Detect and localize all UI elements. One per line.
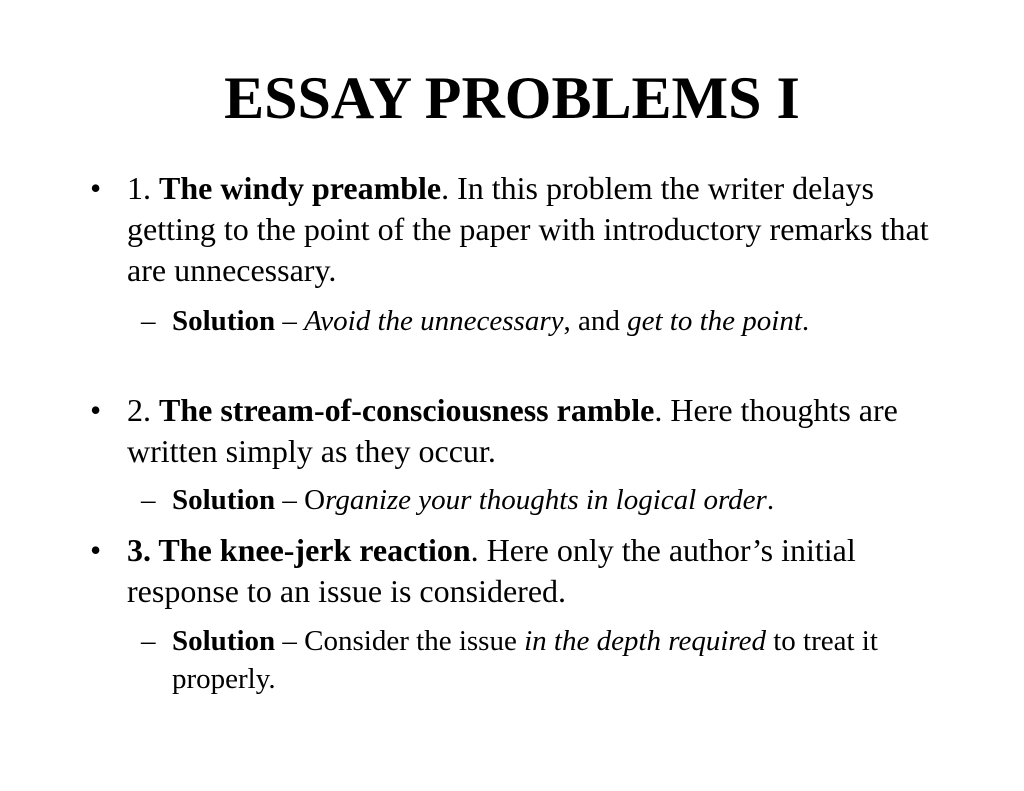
solution-emphasis: rganize your thoughts in logical order xyxy=(325,484,767,516)
solution-label: Solution xyxy=(172,484,276,516)
solution-text: – Consider the issue xyxy=(275,625,525,657)
item-heading: The windy preamble xyxy=(159,170,442,206)
item-number: 1. xyxy=(127,170,159,206)
solution-item-3 xyxy=(141,623,952,698)
bullet-marker: • xyxy=(90,532,102,568)
dash-marker: – xyxy=(141,305,156,337)
item-body: . In this problem the writer delays getting to the point of the paper with introductory remarks that are unnecessary. xyxy=(127,170,929,288)
solution-text: , and xyxy=(563,305,628,337)
item-heading: 3. The knee-jerk reaction xyxy=(127,532,471,568)
dash-marker: – xyxy=(141,625,156,657)
solution-text: . xyxy=(766,484,775,516)
slide-title: ESSAY PROBLEMS I xyxy=(224,65,800,131)
solution-text: . xyxy=(801,305,810,337)
bullet-item-2 xyxy=(90,390,947,472)
solution-emphasis: get to the point xyxy=(627,305,802,337)
bullet-item-1 xyxy=(90,168,947,291)
bullet-marker: • xyxy=(90,392,102,428)
solution-item-2 xyxy=(141,482,952,520)
solution-item-1 xyxy=(141,303,952,341)
solution-label: Solution xyxy=(172,625,276,657)
item-heading: The stream-of-consciousness ramble xyxy=(159,392,655,428)
solution-text: – O xyxy=(275,484,326,516)
solution-label: Solution xyxy=(172,305,276,337)
solution-text: – xyxy=(275,305,305,337)
bullet-marker: • xyxy=(90,170,102,206)
solution-text: to treat it properly. xyxy=(172,625,878,695)
item-number: 2. xyxy=(127,392,159,428)
dash-marker: – xyxy=(141,484,156,516)
item-body: . Here only the author’s initial response to an issue is considered. xyxy=(127,532,856,609)
bullet-item-3 xyxy=(90,530,947,612)
item-body: . Here thoughts are written simply as they occur. xyxy=(127,392,898,469)
solution-emphasis: in the depth required xyxy=(524,625,766,657)
solution-emphasis: Avoid the unnecessary xyxy=(304,305,564,337)
